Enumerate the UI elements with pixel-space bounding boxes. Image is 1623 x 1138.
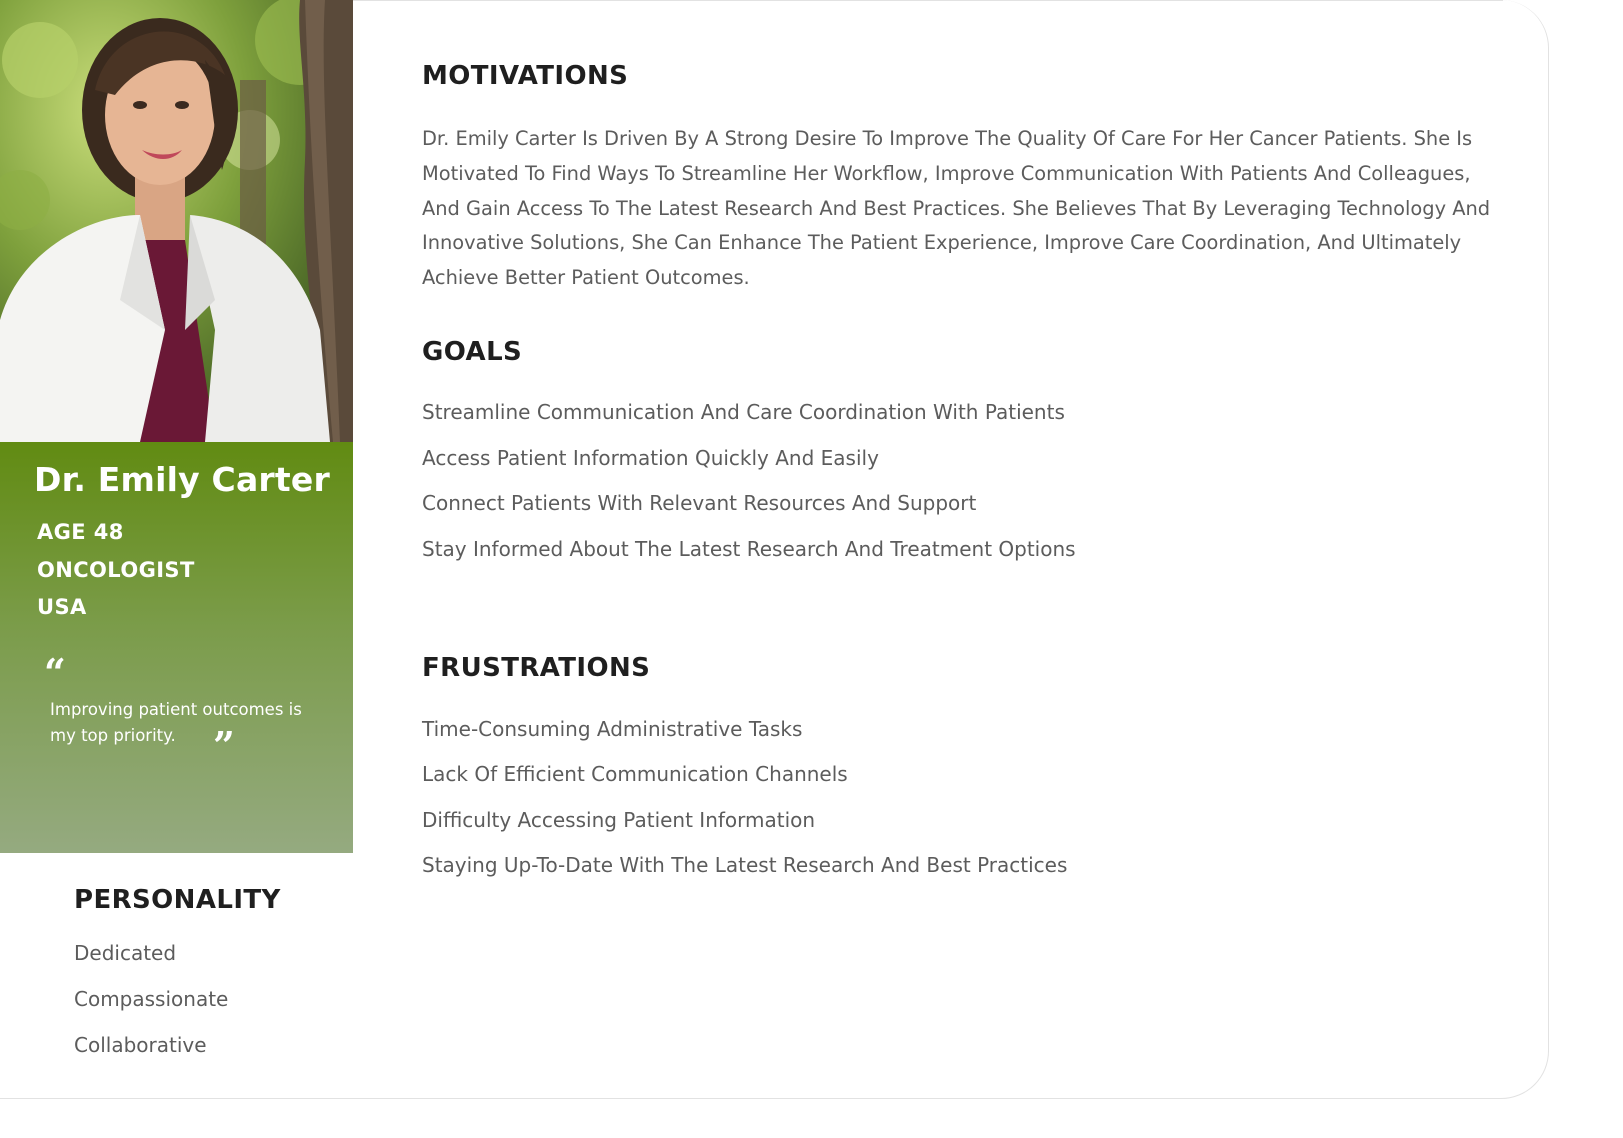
frustration-item: Time-Consuming Administrative Tasks — [422, 717, 803, 741]
persona-age: AGE 48 — [37, 520, 124, 544]
goals-heading: GOALS — [422, 337, 523, 367]
goal-item: Access Patient Information Quickly And Easily — [422, 446, 879, 470]
portrait-photo-icon — [0, 0, 353, 442]
motivations-heading: MOTIVATIONS — [422, 61, 629, 91]
profile-panel — [0, 442, 353, 853]
frustrations-heading: FRUSTRATIONS — [422, 653, 651, 683]
card-border — [353, 0, 1503, 1]
motivations-text: Dr. Emily Carter Is Driven By A Strong Desire To Improve The Quality Of Care For Her Cancer Patients. She Is Motivated To Find Ways To Streamline Her Workflow, Improve Communication With Patients And Colleagues, And Gain Access To The Latest Research And Best Practices. She Believes That By Leveraging Technology And Innovative Solutions, She Can Enhance The Patient Experience, Improve Care Coordination, And Ultimately Achieve Better Patient Outcomes. — [422, 127, 1491, 290]
frustration-item: Difficulty Accessing Patient Information — [422, 808, 816, 832]
goal-item: Stay Informed About The Latest Research And Treatment Options — [422, 537, 1076, 561]
goal-item: Connect Patients With Relevant Resources And Support — [422, 491, 977, 515]
goal-item: Streamline Communication And Care Coordination With Patients — [422, 400, 1065, 424]
persona-photo — [0, 0, 353, 442]
personality-trait: Dedicated — [74, 941, 177, 965]
personality-trait: Collaborative — [74, 1033, 207, 1057]
persona-location: USA — [37, 595, 87, 619]
persona-quote: Improving patient outcomes is my top priority. — [50, 700, 302, 745]
persona-name: Dr. Emily Carter — [34, 460, 330, 499]
close-quote-icon: ” — [213, 723, 235, 768]
persona-occupation: ONCOLOGIST — [37, 558, 195, 582]
open-quote-icon: “ — [44, 650, 66, 695]
frustration-item: Lack Of Efficient Communication Channels — [422, 762, 848, 786]
personality-trait: Compassionate — [74, 987, 229, 1011]
frustration-item: Staying Up-To-Date With The Latest Research And Best Practices — [422, 853, 1068, 877]
personality-heading: PERSONALITY — [74, 885, 281, 915]
